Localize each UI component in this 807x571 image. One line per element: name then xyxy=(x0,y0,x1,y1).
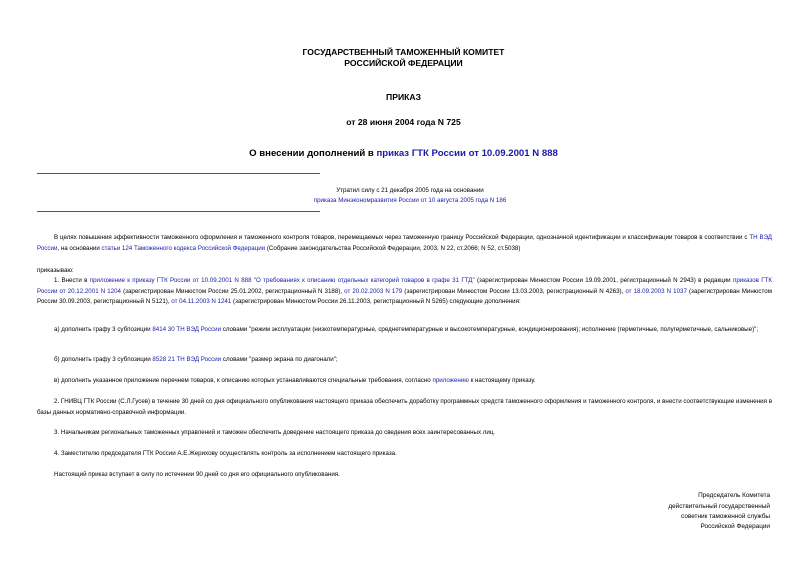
preamble-text: , на основании xyxy=(57,244,102,252)
item-text: словами "режим эксплуатации (низкотемпературные, среднетемпературные и высокотемпературные, кондиционирования); исполнение (герметичные, полугерметичные, сальниковые)"; xyxy=(221,326,759,333)
tnved-link[interactable]: ТН ВЭД России xyxy=(37,234,772,252)
signature-line4: Российской Федерации xyxy=(700,523,770,530)
appendix-order-888-link[interactable]: приложение к приказу ГТК России от 10.09.2001 N 888 "О требованиях к описанию отдельных категорий товаров в графе 31 ГТД" xyxy=(89,277,475,284)
title-link[interactable]: приказ ГТК России от 10.09.2001 N 888 xyxy=(376,148,558,159)
preamble-text: (Собрание законодательства Российской Федерации, 2003, N 22, ст.2066; N 52, ст.5038) xyxy=(265,244,521,252)
signature-line3: советник таможенной службы xyxy=(681,513,770,520)
document-type: ПРИКАЗ xyxy=(386,92,421,102)
divider-bottom xyxy=(37,211,320,212)
item-c-paragraph xyxy=(37,376,772,387)
effective-date-paragraph: Настоящий приказ вступает в силу по истечении 90 дней со дня его официального опубликования. xyxy=(54,471,340,478)
item-text: 1. Внести в xyxy=(54,277,90,284)
item-text: (зарегистрирован Минюстом России 19.09.2001, регистрационный N 2943) в редакции xyxy=(474,277,733,284)
item-text: в) дополнить указанное приложение перечнем товаров, к описанию которых устанавливаются специальные требования, согласно xyxy=(54,377,433,384)
customs-code-article-link[interactable]: статьи 124 Таможенного кодекса Российской Федерации xyxy=(101,244,266,252)
item-text: к настоящему приказу. xyxy=(468,377,536,384)
item-2-paragraph: 2. ГНИВЦ ГТК России (С.Л.Гусев) в течение 30 дней со дня официального опубликования настоящего приказа обеспечить доработку программных средств таможенного оформления и таможенного контроля, и внести соответствующие изменения в базы данных нормативно-справочной информации. xyxy=(37,398,772,416)
agency-name-line1: ГОСУДАРСТВЕННЫЙ ТАМОЖЕННЫЙ КОМИТЕТ xyxy=(302,47,505,57)
signature-line2: действительный государственный xyxy=(668,503,770,510)
subheading-8528-21-link[interactable]: 8528 21 ТН ВЭД России xyxy=(152,356,222,363)
item-a-paragraph xyxy=(37,325,772,336)
divider-top xyxy=(37,173,320,174)
appendix-link[interactable]: приложению xyxy=(432,377,469,384)
order-179-link[interactable]: от 20.02.2003 N 179 xyxy=(344,287,403,295)
repeal-order-link[interactable]: приказа Минэкономразвития России от 10 августа 2005 года N 186 xyxy=(313,197,507,204)
item-1-paragraph xyxy=(37,276,772,308)
item-text: (зарегистрирован Минюстом России 13.03.2003, регистрационный N 4263), xyxy=(402,287,626,295)
signature-line1: Председатель Комитета xyxy=(698,492,770,499)
document-date-number: от 28 июня 2004 года N 725 xyxy=(346,117,461,127)
item-3-paragraph: 3. Начальникам региональных таможенных управлений и таможен обеспечить доведение настоящего приказа до сведения всех заинтересованных лиц. xyxy=(54,429,496,436)
status-note-link xyxy=(240,196,580,207)
preamble-paragraph xyxy=(37,233,772,254)
order-1204-link[interactable]: приказов ГТК России от 20.12.2001 N 1204 xyxy=(37,277,772,295)
item-text: (зарегистрирован Минюстом России 26.11.2003, регистрационный N 5265) следующие дополнения: xyxy=(231,298,521,305)
order-word: приказываю: xyxy=(37,267,74,274)
item-text: (зарегистрирован Минюстом России 25.01.2002, регистрационный N 3188), xyxy=(121,287,345,295)
subheading-8414-30-link[interactable]: 8414 30 ТН ВЭД России xyxy=(152,326,222,333)
item-text: а) дополнить графу 3 субпозиции xyxy=(54,326,153,333)
title-prefix: О внесении дополнений в xyxy=(249,148,377,159)
item-4-paragraph: 4. Заместителю председателя ГТК России А.Е.Жерихову осуществлять контроль за исполнением настоящего приказа. xyxy=(54,450,397,457)
order-1241-link[interactable]: от 04.11.2003 N 1241 xyxy=(171,298,232,305)
status-note-line1: Утратил силу с 21 декабря 2005 года на основании xyxy=(336,187,484,194)
order-1037-link[interactable]: от 18.09.2003 N 1037 xyxy=(625,287,687,295)
item-text: б) дополнить графу 3 субпозиции xyxy=(54,356,153,363)
agency-name-line2: РОССИЙСКОЙ ФЕДЕРАЦИИ xyxy=(344,58,463,68)
item-text: (зарегистрирован Минюстом России 30.09.2003, регистрационный N 5121), xyxy=(37,287,772,305)
document-title xyxy=(0,148,807,159)
item-text: словами "размер экрана по диагонали"; xyxy=(221,356,338,363)
item-b-paragraph xyxy=(37,355,772,366)
preamble-text: В целях повышения эффективности таможенного оформления и таможенного контроля товаров, перемещаемых через таможенную границу Российской Федерации, однозначной идентификации и классификации товаров в соответствии с xyxy=(54,234,750,241)
